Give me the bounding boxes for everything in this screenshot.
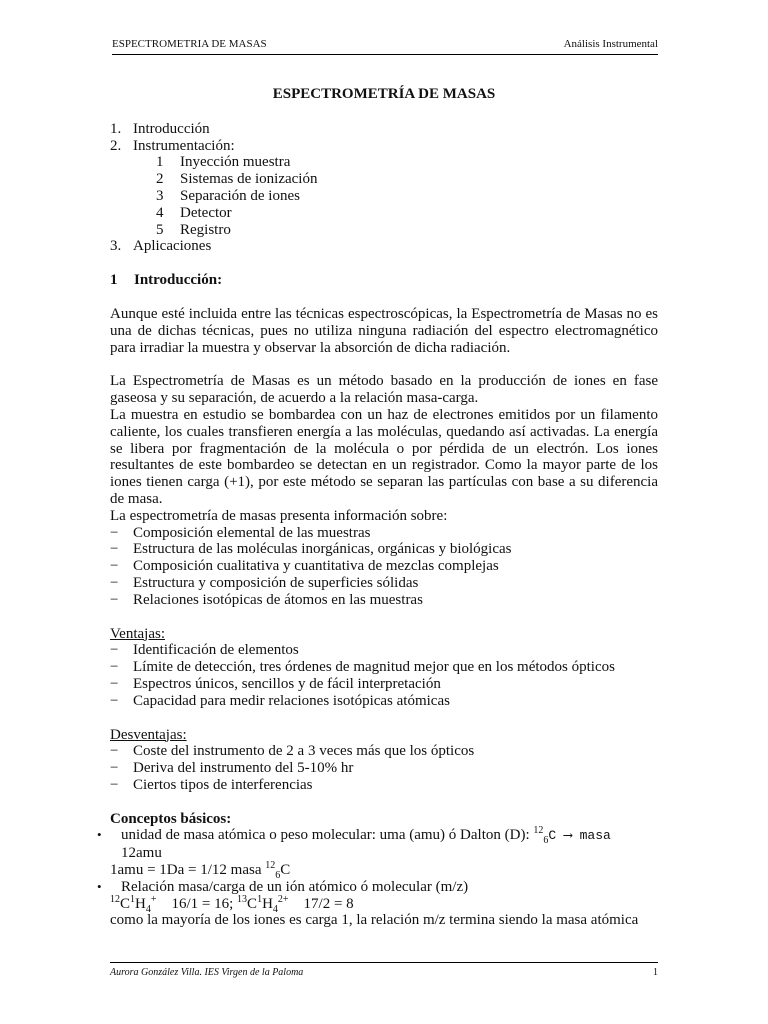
footer-author: Aurora González Villa. IES Virgen de la Paloma xyxy=(110,967,304,978)
dash-marker: − xyxy=(110,659,119,676)
toc-number: 3 xyxy=(156,187,164,204)
equation-line xyxy=(110,860,658,882)
toc-item xyxy=(110,138,658,155)
toc-subitem xyxy=(110,171,658,188)
dash-marker: − xyxy=(110,642,119,659)
paragraph: La espectrometría de masas presenta información sobre: xyxy=(110,507,448,524)
header-right: Análisis Instrumental xyxy=(563,38,658,50)
list-item xyxy=(110,642,658,659)
dash-marker: − xyxy=(110,591,119,608)
mass-number: 12 xyxy=(110,893,120,905)
dash-marker: − xyxy=(110,558,119,575)
list-item-text: Estructura y composición de superficies sólidas xyxy=(133,574,419,591)
equation-text: 17/2 = 8 xyxy=(303,895,354,912)
toc-label: Introducción xyxy=(133,120,210,137)
paragraph: Aunque esté incluida entre las técnicas espectroscópicas, la Espectrometría de Masas no es una de dichas técnicas, pues no utiliza ninguna radiación del espectro electromagnético para irradiar la muestra y observar la absorción de dicha radiación. xyxy=(110,305,658,356)
page-number: 1 xyxy=(653,967,658,978)
toc-number: 1. xyxy=(110,120,122,137)
toc-label: Instrumentación: xyxy=(133,137,235,154)
toc-number: 1 xyxy=(156,154,164,171)
toc-label: Sistemas de ionización xyxy=(180,171,318,188)
equation-text: 16/1 = 16; xyxy=(171,895,238,912)
bullet-marker: • xyxy=(97,827,102,843)
ventajas-list xyxy=(110,642,658,709)
section-title: Introducción: xyxy=(134,272,223,289)
list-item-text: Límite de detección, tres órdenes de magnitud mejor que en los métodos ópticos xyxy=(133,659,615,676)
concept-bullet xyxy=(97,825,658,847)
list-item-text: Ciertos tipos de interferencias xyxy=(133,776,313,793)
element-symbol: H xyxy=(135,895,146,912)
toc-label: Detector xyxy=(180,204,232,221)
list-item-text: Coste del instrumento de 2 a 3 veces más que los ópticos xyxy=(133,743,475,760)
element-symbol: H xyxy=(262,895,273,912)
mass-number: 1 xyxy=(130,893,136,905)
dash-marker: − xyxy=(110,541,119,558)
element-symbol: C xyxy=(120,895,131,912)
list-item-text: Identificación de elementos xyxy=(133,642,299,659)
list-item xyxy=(110,525,658,542)
toc-number: 3. xyxy=(110,238,122,255)
concept-text: Relación masa/carga de un ión atómico ó molecular (m/z) xyxy=(121,878,469,895)
toc-label: Inyección muestra xyxy=(180,154,291,171)
list-item xyxy=(110,743,658,760)
atomic-number: 6 xyxy=(275,870,281,882)
section-number: 1 xyxy=(110,272,118,289)
toc-subitem xyxy=(110,222,658,239)
mass-number: 1 xyxy=(257,893,263,905)
toc-subitem xyxy=(110,188,658,205)
list-item xyxy=(110,777,658,794)
toc-label: Registro xyxy=(180,221,231,238)
mass-number: 12 xyxy=(533,825,544,837)
concept-bullet xyxy=(97,878,658,896)
list-item xyxy=(110,558,658,575)
dash-marker: − xyxy=(110,675,119,692)
dash-marker: − xyxy=(110,524,119,541)
dash-marker: − xyxy=(110,776,119,793)
toc-label: Aplicaciones xyxy=(133,238,212,255)
ventajas-heading: Ventajas: xyxy=(110,625,165,642)
table-of-contents xyxy=(110,121,658,255)
mass-number: 13 xyxy=(237,893,248,905)
list-item-text: Composición cualitativa y cuantitativa de mezclas complejas xyxy=(133,558,499,575)
toc-number: 2. xyxy=(110,137,122,154)
list-item-text: Espectros únicos, sencillos y de fácil interpretación xyxy=(133,675,441,692)
toc-label: Separación de iones xyxy=(180,187,300,204)
equation-text: 1amu = 1Da = 1/12 masa xyxy=(110,862,266,879)
section-heading xyxy=(110,272,658,289)
element-symbol: C xyxy=(280,862,291,879)
subscript: 4 xyxy=(272,903,278,915)
list-item xyxy=(110,575,658,592)
page-content xyxy=(97,86,658,929)
toc-subitem xyxy=(110,154,658,171)
desventajas-heading: Desventajas: xyxy=(110,726,187,743)
subscript: 4 xyxy=(145,903,151,915)
list-item-text: Deriva del instrumento del 5-10% hr xyxy=(133,760,354,777)
dash-marker: − xyxy=(110,692,119,709)
list-item-text: Relaciones isotópicas de átomos en las muestras xyxy=(133,591,423,608)
list-item xyxy=(110,693,658,710)
element-symbol: C ⟶ masa xyxy=(548,828,611,844)
charge: 2+ xyxy=(277,893,289,905)
list-item xyxy=(110,592,658,609)
list-item xyxy=(110,760,658,777)
desventajas-list xyxy=(110,743,658,793)
list-item xyxy=(110,676,658,693)
info-list xyxy=(110,525,658,609)
dash-marker: − xyxy=(110,743,119,760)
page-header xyxy=(112,38,658,55)
list-item-text: Capacidad para medir relaciones isotópicas atómicas xyxy=(133,692,450,709)
document-title: ESPECTROMETRÍA DE MASAS xyxy=(272,86,496,102)
paragraph: La Espectrometría de Masas es un método basado en la producción de iones en fase gaseosa y su separación, de acuerdo a la relación masa-carga. xyxy=(110,373,658,407)
toc-number: 2 xyxy=(156,171,164,188)
paragraph: La muestra en estudio se bombardea con un haz de electrones emitidos por un filamento caliente, los cuales transfieren energía a las moléculas, quedando así activadas. La energía se libera por fragmentación de la molécula o por pérdida de un electrón. Los iones resultantes de este bombardeo se detectan en un registrador. Como la mayor parte de los iones tienen carga (+1), por este método se separan las partículas con base a su diferencia de masa. xyxy=(110,406,658,507)
list-item-text: Estructura de las moléculas inorgánicas, orgánicas y biológicas xyxy=(133,541,512,558)
bullet-marker: • xyxy=(97,878,102,894)
header-left: ESPECTROMETRIA DE MASAS xyxy=(112,38,267,50)
formula-line xyxy=(110,893,658,915)
toc-number: 5 xyxy=(156,221,164,238)
mass-number: 12 xyxy=(265,860,276,872)
toc-number: 4 xyxy=(156,204,164,221)
toc-item xyxy=(110,121,658,138)
concept-text: unidad de masa atómica o peso molecular: uma (amu) ó Dalton (D): xyxy=(121,827,534,844)
dash-marker: − xyxy=(110,760,119,777)
element-symbol: C xyxy=(247,895,258,912)
list-item-text: Composición elemental de las muestras xyxy=(133,524,371,541)
atomic-number: 6 xyxy=(543,835,549,847)
list-item xyxy=(110,659,658,676)
list-item xyxy=(110,541,658,558)
page-footer xyxy=(110,962,658,978)
concept-continuation: 12amu xyxy=(121,845,162,862)
toc-item xyxy=(110,238,658,255)
closing-line: como la mayoría de los iones es carga 1, la relación m/z termina siendo la masa atómica xyxy=(110,912,639,929)
dash-marker: − xyxy=(110,574,119,591)
charge: + xyxy=(150,893,157,905)
conceptos-heading: Conceptos básicos: xyxy=(110,810,232,827)
toc-subitem xyxy=(110,205,658,222)
